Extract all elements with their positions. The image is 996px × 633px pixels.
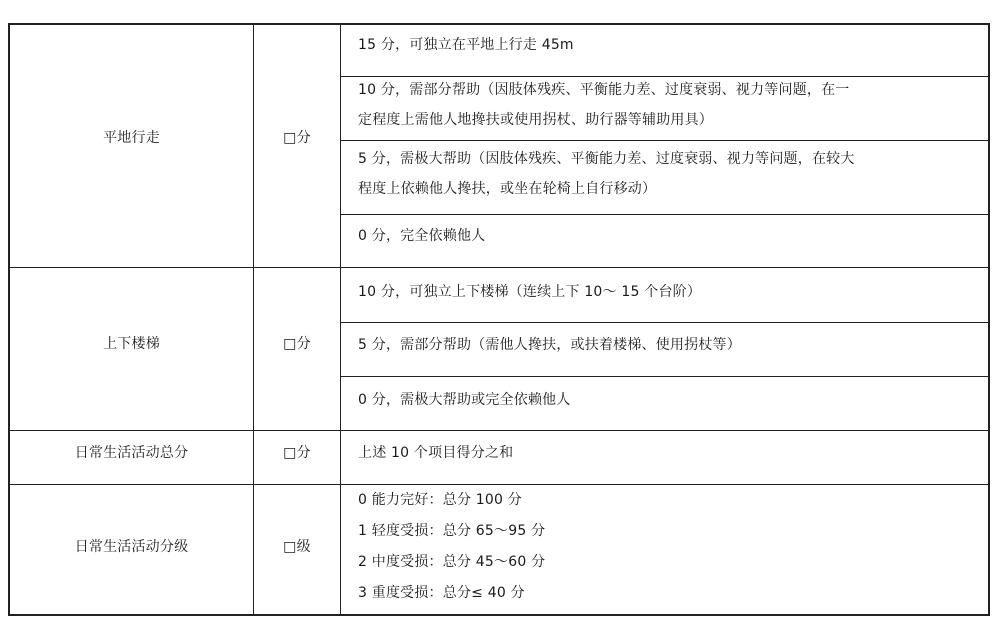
option-text: 上述 10 个项目得分之和 <box>358 445 514 461</box>
option-text: 10 分，需部分帮助（因肢体残疾、平衡能力差、过度衰弱、视力等问题，在一 <box>358 82 850 98</box>
table-top-border <box>8 23 990 25</box>
item-label: 平地行走 <box>103 130 160 146</box>
row-divider <box>8 484 990 485</box>
option-divider <box>340 322 990 323</box>
row-divider <box>8 267 990 268</box>
item-label: 上下楼梯 <box>103 336 160 352</box>
table-bottom-border <box>8 614 990 616</box>
option-divider <box>340 76 990 77</box>
option-text: 5 分，需部分帮助（需他人搀扶，或扶着楼梯、使用拐杖等） <box>358 337 741 353</box>
option-text: 程度上依赖他人搀扶，或坐在轮椅上自行移动） <box>358 181 657 197</box>
option-divider <box>340 376 990 377</box>
grade-line: 2 中度受损：总分 45～60 分 <box>358 554 546 570</box>
table-right-border <box>988 23 990 616</box>
option-text: 0 分，需极大帮助或完全依赖他人 <box>358 392 571 408</box>
item-label: 日常生活活动分级 <box>74 539 189 555</box>
column-divider-1 <box>253 23 254 616</box>
score-box: □分 <box>283 336 311 352</box>
score-box: □分 <box>283 445 311 461</box>
grade-line: 3 重度受损：总分≤ 40 分 <box>358 585 525 601</box>
row-divider <box>8 430 990 431</box>
table-left-border <box>8 23 10 616</box>
option-text: 定程度上需他人地搀扶或使用拐杖、助行器等辅助用具） <box>358 112 713 128</box>
item-label: 日常生活活动总分 <box>74 445 189 461</box>
option-divider <box>340 214 990 215</box>
option-text: 15 分，可独立在平地上行走 45m <box>358 37 574 53</box>
score-box: □分 <box>283 130 311 146</box>
grade-line: 1 轻度受损：总分 65～95 分 <box>358 523 546 539</box>
grade-line: 0 能力完好：总分 100 分 <box>358 492 522 508</box>
score-box: □级 <box>283 539 311 555</box>
option-text: 0 分，完全依赖他人 <box>358 228 486 244</box>
option-text: 5 分，需极大帮助（因肢体残疾、平衡能力差、过度衰弱、视力等问题，在较大 <box>358 151 855 167</box>
option-text: 10 分，可独立上下楼梯（连续上下 10～ 15 个台阶） <box>358 284 702 300</box>
option-divider <box>340 140 990 141</box>
column-divider-2 <box>340 23 341 616</box>
